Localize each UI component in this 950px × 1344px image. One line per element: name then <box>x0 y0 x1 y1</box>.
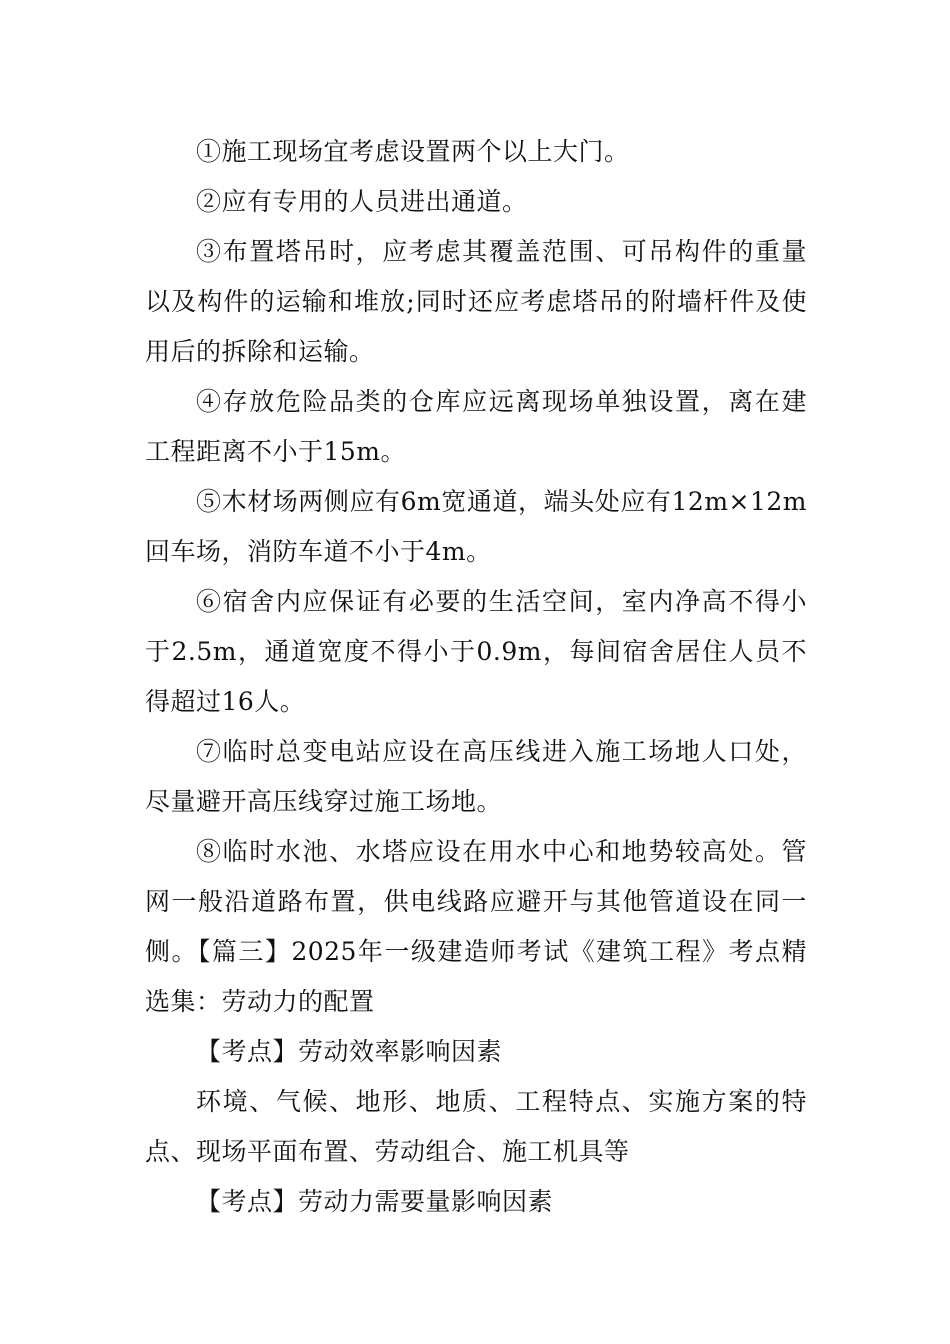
paragraph-efficiency-factors: 环境、气候、地形、地质、工程特点、实施方案的特点、现场平面布置、劳动组合、施工机具等 <box>145 1087 807 1166</box>
paragraph-dormitory: ⑥宿舍内应保证有必要的生活空间，室内净高不得小于2.5m，通道宽度不得小于0.9m，每间宿舍居住人员不得超过16人。 <box>145 587 807 716</box>
paragraph-timber-yard: ⑤木材场两侧应有6m宽通道，端头处应有12m×12m回车场，消防车道不小于4m。 <box>145 487 807 566</box>
paragraph-water-tower: ⑧临时水池、水塔应设在用水中心和地势较高处。管网一般沿道路布置，供电线路应避开与其他管道设在同一侧。【篇三】2025年一级建造师考试《建筑工程》考点精选集：劳动力的配置 <box>145 837 807 1016</box>
paragraph-substation: ⑦临时总变电站应设在高压线进入施工场地人口处，尽量避开高压线穿过施工场地。 <box>145 737 807 816</box>
document-body <box>145 127 807 1227</box>
paragraph-hazardous-warehouse: ④存放危险品类的仓库应远离现场单独设置，离在建工程距离不小于15m。 <box>145 387 807 466</box>
heading-labor-demand: 【考点】劳动力需要量影响因素 <box>196 1187 554 1216</box>
paragraph-tower-crane: ③布置塔吊时，应考虑其覆盖范围、可吊构件的重量以及构件的运输和堆放;同时还应考虑塔吊的附墙杆件及使用后的拆除和运输。 <box>145 237 807 366</box>
paragraph-personnel-passage: ②应有专用的人员进出通道。 <box>196 187 528 216</box>
heading-labor-efficiency: 【考点】劳动效率影响因素 <box>196 1037 503 1066</box>
paragraph-gate-count: ①施工现场宜考虑设置两个以上大门。 <box>196 137 630 166</box>
